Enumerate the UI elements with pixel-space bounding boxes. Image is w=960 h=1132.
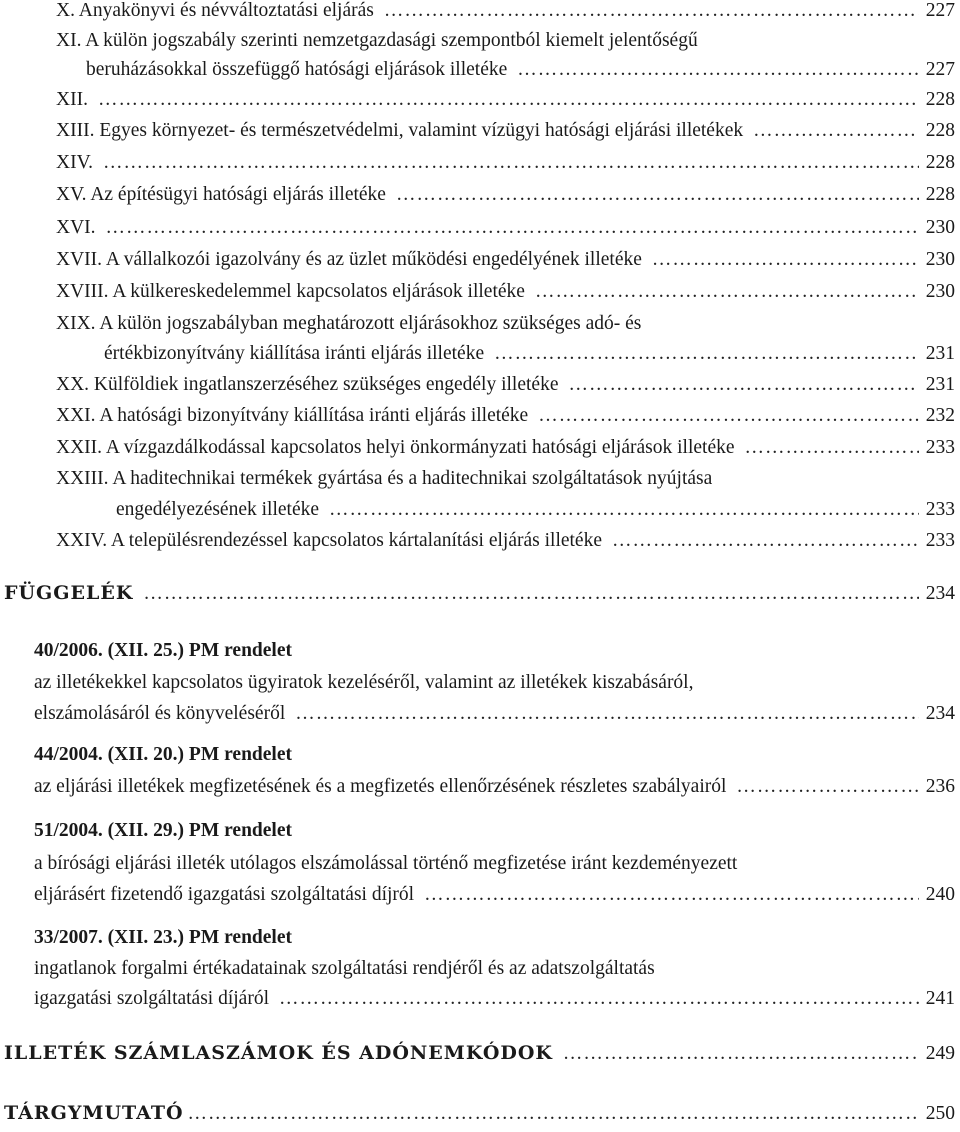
decree-heading-33-2007: 33/2007. (XII. 23.) PM rendelet <box>34 927 292 948</box>
page-number: 249 <box>925 1043 955 1064</box>
page-number: 232 <box>925 405 955 426</box>
page-number: 234 <box>925 703 955 724</box>
dot-leader <box>143 583 919 605</box>
toc-entry-xxi <box>0 405 955 435</box>
dot-leader <box>295 703 919 725</box>
page-number: 233 <box>925 499 955 520</box>
entry-title: értékbizonyítvány kiállítása iránti eljárás illetéke <box>104 343 485 364</box>
toc-entry-xxiii <box>0 499 955 529</box>
decree-heading-40-2006: 40/2006. (XII. 25.) PM rendelet <box>34 640 292 661</box>
dot-leader <box>538 405 919 427</box>
dot-leader <box>424 884 919 906</box>
toc-entry-xix <box>0 343 955 373</box>
dot-leader <box>535 281 919 303</box>
page-number: 231 <box>925 374 955 395</box>
entry-title: engedélyezésének illetéke <box>116 499 320 520</box>
toc-entry-xiii <box>0 120 955 150</box>
toc-entry-x <box>0 0 955 30</box>
toc-entry-xix-line1: XIX. A külön jogszabályban meghatározott eljárásokhoz szükséges adó- és <box>56 313 642 334</box>
page-number: 233 <box>925 530 955 551</box>
toc-entry-xxii <box>0 437 955 467</box>
entry-title: XV. Az építésügyi hatósági eljárás illetéke <box>56 184 386 205</box>
toc-entry-xvii <box>0 249 955 279</box>
dot-leader <box>103 152 919 174</box>
entry-title: X. Anyakönyvi és névváltoztatási eljárás <box>56 0 374 21</box>
entry-title: XVIII. A külkereskedelemmel kapcsolatos eljárások illetéke <box>56 281 525 302</box>
toc-entry-xi <box>0 59 955 89</box>
page-number: 230 <box>925 281 955 302</box>
toc-entry-decree-33-2007 <box>0 988 955 1018</box>
entry-title: XIV. <box>56 152 94 173</box>
page-number: 241 <box>925 988 955 1009</box>
toc-entry-decree-40-2006 <box>0 703 955 733</box>
dot-leader <box>563 1043 919 1065</box>
dot-leader <box>517 59 919 81</box>
decree-title-line1: az illetékekkel kapcsolatos ügyiratok kezeléséről, valamint az illetékek kiszabásáról, <box>34 672 694 693</box>
decree-heading-44-2004: 44/2004. (XII. 20.) PM rendelet <box>34 744 292 765</box>
page-number: 233 <box>925 437 955 458</box>
dot-leader <box>396 184 919 206</box>
page-number: 228 <box>925 120 955 141</box>
toc-entry-xvi <box>0 217 955 247</box>
toc-entry-fuggelek <box>0 582 955 612</box>
section-title: FÜGGELÉK <box>4 582 134 604</box>
page-number: 228 <box>925 89 955 110</box>
toc-entry-targymutato <box>0 1102 955 1132</box>
page-number: 230 <box>925 217 955 238</box>
dot-leader <box>736 776 919 798</box>
toc-entry-decree-51-2004 <box>0 884 955 914</box>
entry-title: XII. <box>56 89 88 110</box>
entry-title: eljárásért fizetendő igazgatási szolgáltatási díjról <box>34 884 415 905</box>
dot-leader <box>106 217 919 239</box>
page-number: 228 <box>925 184 955 205</box>
entry-title: XVII. A vállalkozói igazolvány és az üzlet működési engedélyének illetéke <box>56 249 642 270</box>
section-title: ILLETÉK SZÁMLASZÁMOK ÉS ADÓNEMKÓDOK <box>4 1042 553 1064</box>
entry-title: beruházásokkal összefüggő hatósági eljárások illetéke <box>86 59 508 80</box>
page-number: 234 <box>925 583 955 604</box>
dot-leader <box>745 437 919 459</box>
entry-title: igazgatási szolgáltatási díjáról <box>34 988 269 1009</box>
page-number: 227 <box>925 0 955 21</box>
dot-leader <box>279 988 919 1010</box>
toc-entry-xi-line1: XI. A külön jogszabály szerinti nemzetgazdasági szempontból kiemelt jelentőségű <box>56 30 698 51</box>
dot-leader <box>612 530 919 552</box>
toc-entry-xviii <box>0 281 955 311</box>
page-number: 227 <box>925 59 955 80</box>
page-number: 250 <box>925 1103 955 1124</box>
toc-entry-xxiv <box>0 530 955 560</box>
entry-title: XXI. A hatósági bizonyítvány kiállítása iránti eljárás illetéke <box>56 405 529 426</box>
dot-leader <box>98 89 919 111</box>
dot-leader <box>188 1103 919 1125</box>
entry-title: XX. Külföldiek ingatlanszerzéséhez szükséges engedély illetéke <box>56 374 559 395</box>
toc-entry-szamlaszamok <box>0 1042 955 1072</box>
section-title: TÁRGYMUTATÓ <box>4 1102 184 1124</box>
entry-title: XXIV. A településrendezéssel kapcsolatos kártalanítási eljárás illetéke <box>56 530 602 551</box>
page-number: 231 <box>925 343 955 364</box>
entry-title: XXII. A vízgazdálkodással kapcsolatos helyi önkormányzati hatósági eljárások illetéke <box>56 437 735 458</box>
page-number: 236 <box>925 776 955 797</box>
entry-title: XVI. <box>56 217 96 238</box>
toc-entry-decree-44-2004 <box>0 776 955 806</box>
decree-title-line1: a bírósági eljárási illeték utólagos elszámolással történő megfizetése iránt kezdeményezett <box>34 853 738 874</box>
decree-title-line1: ingatlanok forgalmi értékadatainak szolgáltatási rendjéről és az adatszolgáltatás <box>34 958 655 979</box>
dot-leader <box>329 499 919 521</box>
page-number: 228 <box>925 152 955 173</box>
toc-entry-xii <box>0 89 955 119</box>
decree-heading-51-2004: 51/2004. (XII. 29.) PM rendelet <box>34 820 292 841</box>
dot-leader <box>753 120 919 142</box>
dot-leader <box>384 0 919 22</box>
dot-leader <box>568 374 919 396</box>
page-number: 230 <box>925 249 955 270</box>
toc-entry-xv <box>0 184 955 214</box>
dot-leader <box>652 249 919 271</box>
entry-title: XIII. Egyes környezet- és természetvédelmi, valamint vízügyi hatósági eljárási illetékek <box>56 120 744 141</box>
entry-title: elszámolásáról és könyveléséről <box>34 703 286 724</box>
page-number: 240 <box>925 884 955 905</box>
toc-entry-xxiii-line1: XXIII. A haditechnikai termékek gyártása és a haditechnikai szolgáltatások nyújtása <box>56 468 713 489</box>
entry-title: az eljárási illetékek megfizetésének és a megfizetés ellenőrzésének részletes szabályairól <box>34 776 727 797</box>
toc-entry-xx <box>0 374 955 404</box>
toc-entry-xiv <box>0 152 955 182</box>
dot-leader <box>494 343 919 365</box>
